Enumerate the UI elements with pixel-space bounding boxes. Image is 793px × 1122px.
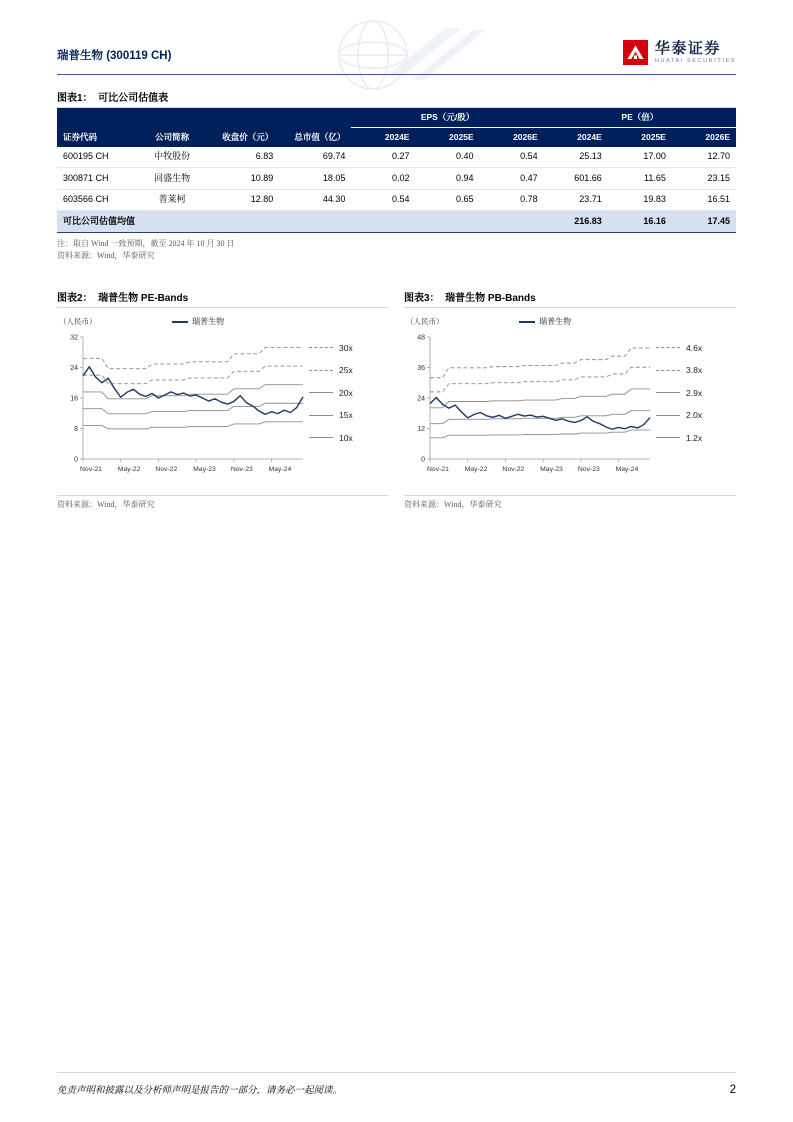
disclaimer-text: 免责声明和披露以及分析师声明是报告的一部分，请务必一起阅读。	[57, 1086, 343, 1096]
x-tick-label: May-22	[117, 466, 141, 474]
series-legend-line	[172, 321, 188, 323]
pe-bands-chart	[57, 315, 389, 486]
band-legend-label: 15x	[339, 410, 353, 421]
col-header-pe-2024e: 2024E	[544, 127, 608, 146]
x-tick-label: Nov-21	[80, 466, 102, 474]
cell-mktcap: 18.05	[279, 168, 351, 190]
col-header-pe-2025e: 2025E	[608, 127, 672, 146]
table-header-spacer	[57, 108, 137, 127]
band-legend-line	[656, 437, 680, 438]
table-header-spacer	[207, 108, 279, 127]
figure2-source: 资料来源：Wind，华泰研究	[57, 495, 389, 510]
summary-pe-2025e: 16.16	[608, 211, 672, 233]
y-axis-unit-label: （人民币）	[406, 317, 444, 327]
band-legend-label: 25x	[339, 365, 353, 376]
x-tick-label: Nov-23	[577, 466, 600, 474]
cell-eps-2026e: 0.47	[480, 168, 544, 190]
cell-eps-2026e: 0.78	[480, 189, 544, 211]
series-legend	[172, 316, 224, 327]
pe-band-legend	[309, 315, 381, 486]
col-header-eps-2026e: 2026E	[480, 127, 544, 146]
pb-bands-plot	[404, 329, 656, 481]
band-line-3.8x	[430, 367, 650, 392]
band-legend-item	[309, 388, 381, 398]
figure3-title: 图表3： 瑞普生物 PB-Bands	[404, 289, 736, 308]
band-legend-label: 3.8x	[686, 365, 703, 376]
cell-code: 603566 CH	[57, 189, 137, 211]
page-footer	[57, 1072, 736, 1096]
band-legend-item	[656, 433, 728, 443]
cell-pe-2026e: 12.70	[672, 147, 736, 168]
figure2-title: 图表2： 瑞普生物 PE-Bands	[57, 289, 389, 308]
band-line-2.9x	[430, 389, 650, 408]
cell-eps-2024e: 0.02	[351, 168, 415, 190]
chart-main	[404, 315, 656, 486]
table-row	[57, 168, 736, 190]
price-line	[83, 367, 303, 415]
band-legend-label: 30x	[339, 342, 353, 353]
x-tick-label: May-22	[464, 466, 488, 474]
cell-mktcap: 44.30	[279, 189, 351, 211]
band-legend-label: 20x	[339, 387, 353, 398]
huatai-logo-icon	[623, 40, 648, 65]
table-row	[57, 189, 736, 211]
page-title: 瑞普生物 (300119 CH)	[57, 50, 172, 62]
cell-pe-2026e: 23.15	[672, 168, 736, 190]
cell-pe-2024e: 23.71	[544, 189, 608, 211]
band-legend-line	[309, 437, 333, 438]
cell-code: 600195 CH	[57, 147, 137, 168]
y-tick-label: 32	[70, 334, 78, 342]
figure-valuation-table	[57, 89, 736, 263]
band-legend-item	[309, 365, 381, 375]
col-header-price: 收盘价（元）	[207, 127, 279, 146]
table-notes	[57, 238, 736, 264]
series-legend-label: 瑞普生物	[539, 317, 572, 327]
table-note: 注：取自 Wind 一致预期，截至 2024 年 10 月 30 日	[57, 238, 235, 248]
cell-price: 12.80	[207, 189, 279, 211]
cell-price: 6.83	[207, 147, 279, 168]
col-header-pe-2026e: 2026E	[672, 127, 736, 146]
figure3-source: 资料来源：Wind，华泰研究	[404, 495, 736, 510]
brand-name: 华泰证券	[654, 40, 721, 57]
x-tick-label: Nov-22	[155, 466, 178, 474]
col-header-code: 证券代码	[57, 127, 137, 146]
band-legend-label: 4.6x	[686, 342, 703, 353]
summary-pe-2026e: 17.45	[672, 211, 736, 233]
pb-bands-chart	[404, 315, 736, 486]
brand-text	[655, 41, 736, 64]
band-legend-line	[656, 370, 680, 371]
col-header-mktcap: 总市值（亿）	[279, 127, 351, 146]
band-legend-item	[656, 343, 728, 353]
brand-block	[623, 40, 736, 65]
report-page	[0, 0, 793, 510]
x-tick-label: Nov-23	[230, 466, 253, 474]
pb-band-legend	[656, 315, 728, 486]
cell-name: 回盛生物	[137, 168, 207, 190]
table-header-spacer	[137, 108, 207, 127]
y-tick-label: 8	[74, 426, 78, 434]
x-tick-label: May-24	[615, 466, 639, 474]
band-legend-line	[309, 392, 333, 393]
band-legend-line	[656, 415, 680, 416]
band-legend-line	[309, 370, 333, 371]
col-header-eps-2025e: 2025E	[415, 127, 479, 146]
y-tick-label: 16	[70, 395, 78, 403]
series-legend-line	[519, 321, 535, 323]
band-legend-label: 2.0x	[686, 410, 703, 421]
group-header-pe: PE（倍）	[544, 108, 736, 127]
report-header	[57, 40, 736, 75]
band-legend-item	[656, 365, 728, 375]
cell-eps-2026e: 0.54	[480, 147, 544, 168]
cell-mktcap: 69.74	[279, 147, 351, 168]
cell-pe-2025e: 11.65	[608, 168, 672, 190]
series-legend-label: 瑞普生物	[192, 317, 225, 327]
summary-label: 可比公司估值均值	[57, 211, 544, 233]
cell-name: 中牧股份	[137, 147, 207, 168]
band-legend-item	[656, 388, 728, 398]
col-header-name: 公司简称	[137, 127, 207, 146]
cell-pe-2025e: 17.00	[608, 147, 672, 168]
band-legend-label: 1.2x	[686, 432, 703, 443]
band-line-10x	[83, 422, 303, 429]
cell-eps-2024e: 0.54	[351, 189, 415, 211]
cell-eps-2025e: 0.65	[415, 189, 479, 211]
cell-eps-2024e: 0.27	[351, 147, 415, 168]
band-legend-item	[309, 433, 381, 443]
band-legend-label: 2.9x	[686, 387, 703, 398]
charts-row	[57, 289, 736, 510]
chart-head	[57, 315, 309, 329]
table-header-spacer	[279, 108, 351, 127]
y-tick-label: 36	[417, 365, 425, 373]
band-legend-line	[309, 347, 333, 348]
band-line-4.6x	[430, 348, 650, 378]
y-tick-label: 48	[417, 334, 425, 342]
group-header-eps: EPS（元/股）	[351, 108, 543, 127]
y-tick-label: 24	[417, 395, 425, 403]
x-tick-label: Nov-21	[427, 466, 449, 474]
figure-pb-bands	[404, 289, 736, 510]
band-legend-item	[309, 410, 381, 420]
band-legend-line	[309, 415, 333, 416]
price-line	[430, 398, 650, 430]
y-tick-label: 0	[74, 456, 78, 464]
figure1-title: 图表1： 可比公司估值表	[57, 89, 736, 108]
y-axis-unit-label: （人民币）	[59, 317, 97, 327]
cell-pe-2025e: 19.83	[608, 189, 672, 211]
chart-head	[404, 315, 656, 329]
band-legend-line	[656, 392, 680, 393]
band-legend-line	[656, 347, 680, 348]
summary-pe-2024e: 216.83	[544, 211, 608, 233]
cell-code: 300871 CH	[57, 168, 137, 190]
band-legend-item	[309, 343, 381, 353]
cell-name: 普莱柯	[137, 189, 207, 211]
brand-subtitle: HUATAI SECURITIES	[654, 58, 736, 64]
cell-eps-2025e: 0.40	[415, 147, 479, 168]
cell-price: 10.89	[207, 168, 279, 190]
page-number: 2	[729, 1084, 736, 1096]
y-tick-label: 24	[70, 365, 78, 373]
band-legend-label: 10x	[339, 432, 353, 443]
x-tick-label: May-23	[193, 466, 216, 474]
col-header-eps-2024e: 2024E	[351, 127, 415, 146]
table-column-header-row	[57, 127, 736, 146]
band-line-1.2x	[430, 430, 650, 438]
x-tick-label: May-23	[540, 466, 563, 474]
chart-main	[57, 315, 309, 486]
cell-pe-2024e: 601.66	[544, 168, 608, 190]
cell-pe-2024e: 25.13	[544, 147, 608, 168]
table-summary-row	[57, 211, 736, 233]
x-tick-label: Nov-22	[502, 466, 525, 474]
table-source: 资料来源：Wind，华泰研究	[57, 251, 155, 261]
pe-bands-plot	[57, 329, 309, 481]
band-legend-item	[656, 410, 728, 420]
band-line-25x	[83, 366, 303, 384]
comparable-valuation-table	[57, 108, 736, 233]
cell-eps-2025e: 0.94	[415, 168, 479, 190]
figure-pe-bands	[57, 289, 389, 510]
table-row	[57, 147, 736, 168]
band-line-30x	[83, 348, 303, 369]
series-legend	[519, 316, 571, 327]
cell-pe-2026e: 16.51	[672, 189, 736, 211]
y-tick-label: 12	[417, 426, 425, 434]
x-tick-label: May-24	[268, 466, 292, 474]
y-tick-label: 0	[421, 456, 425, 464]
table-group-header-row	[57, 108, 736, 127]
